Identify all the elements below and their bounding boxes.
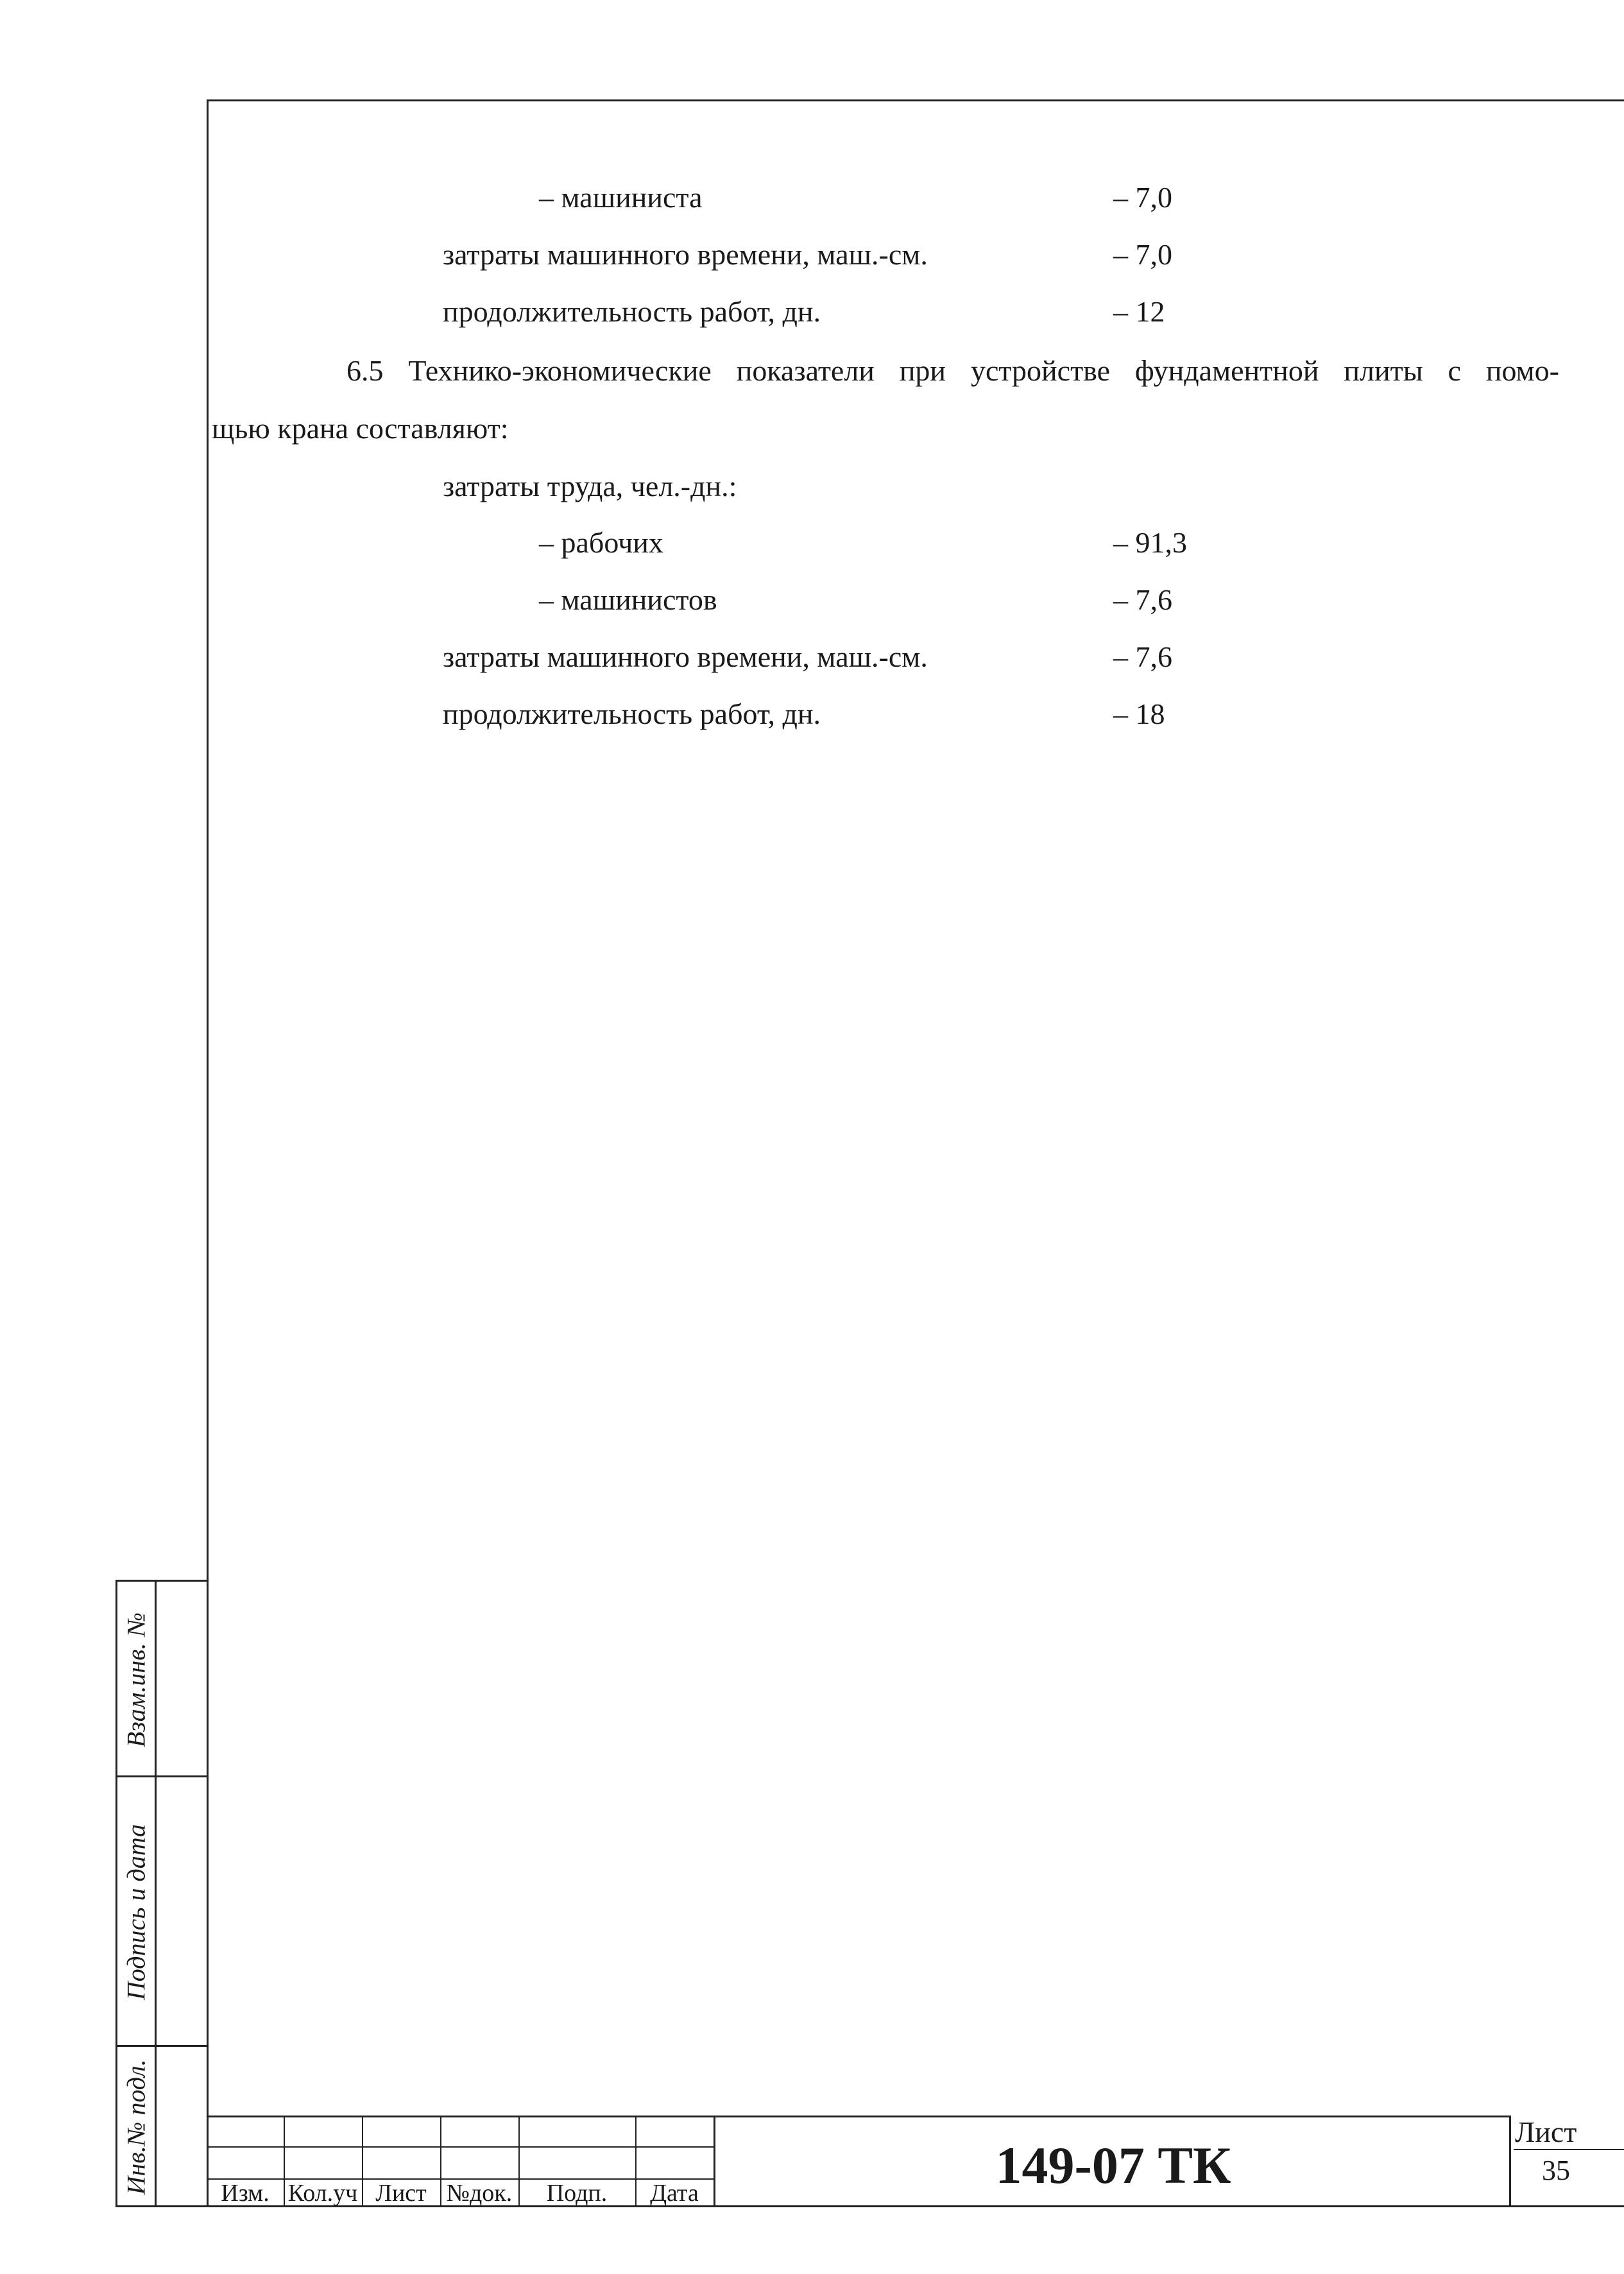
item-value: – 18 [1113, 697, 1165, 730]
grid-line [207, 2146, 714, 2148]
labor-heading: затраты труда, чел.-дн.: [443, 470, 737, 502]
document-code: 149-07 ТК [995, 2136, 1231, 2194]
sheet-cell [1509, 2116, 1624, 2205]
item-value: – 7,6 [1113, 583, 1172, 616]
stamp-label-inv: Инв.№ подл. [121, 2059, 151, 2195]
title-block-grid [207, 2116, 714, 2207]
sheet-number: 35 [1542, 2155, 1570, 2186]
stamp-podpis [115, 1775, 209, 2047]
item-value: – 7,6 [1113, 640, 1172, 673]
header-list: Лист [375, 2180, 427, 2207]
item-value: – 12 [1113, 295, 1165, 328]
header-podp: Подп. [546, 2180, 608, 2207]
stamp-label-col [117, 1777, 157, 2047]
item-label: – рабочих [539, 526, 663, 559]
item-value: – 91,3 [1113, 526, 1187, 559]
item-label: затраты машинного времени, маш.-см. [443, 238, 928, 271]
stamp-label-vzam: Взам.инв. № [121, 1612, 151, 1747]
header-data: Дата [650, 2180, 699, 2207]
paragraph-line: щью крана составляют: [212, 412, 509, 445]
header-ndok: №док. [446, 2180, 513, 2207]
item-value: – 7,0 [1113, 181, 1172, 214]
stamp-vzam-inv [115, 1580, 209, 1777]
sheet-label: Лист [1514, 2116, 1624, 2150]
stamp-label-col [117, 2047, 157, 2207]
stamp-label-podpis: Подпись и дата [121, 1824, 151, 2001]
item-label: продолжительность работ, дн. [443, 295, 821, 328]
header-kol-uch: Кол.уч [287, 2180, 358, 2207]
item-label: продолжительность работ, дн. [443, 697, 821, 730]
frame-top-border [207, 99, 1624, 101]
paragraph-line: 6.5 Технико-экономические показатели при устройстве фундаментной плиты с помо- [346, 354, 1559, 387]
item-label: – машиниста [539, 181, 703, 214]
document-code-cell [714, 2116, 1511, 2207]
header-izm: Изм. [221, 2180, 269, 2207]
item-label: – машинистов [539, 583, 717, 616]
item-value: – 7,0 [1113, 238, 1172, 271]
item-label: затраты машинного времени, маш.-см. [443, 640, 928, 673]
stamp-label-col [117, 1582, 157, 1777]
stamp-inv-podl [115, 2045, 209, 2207]
